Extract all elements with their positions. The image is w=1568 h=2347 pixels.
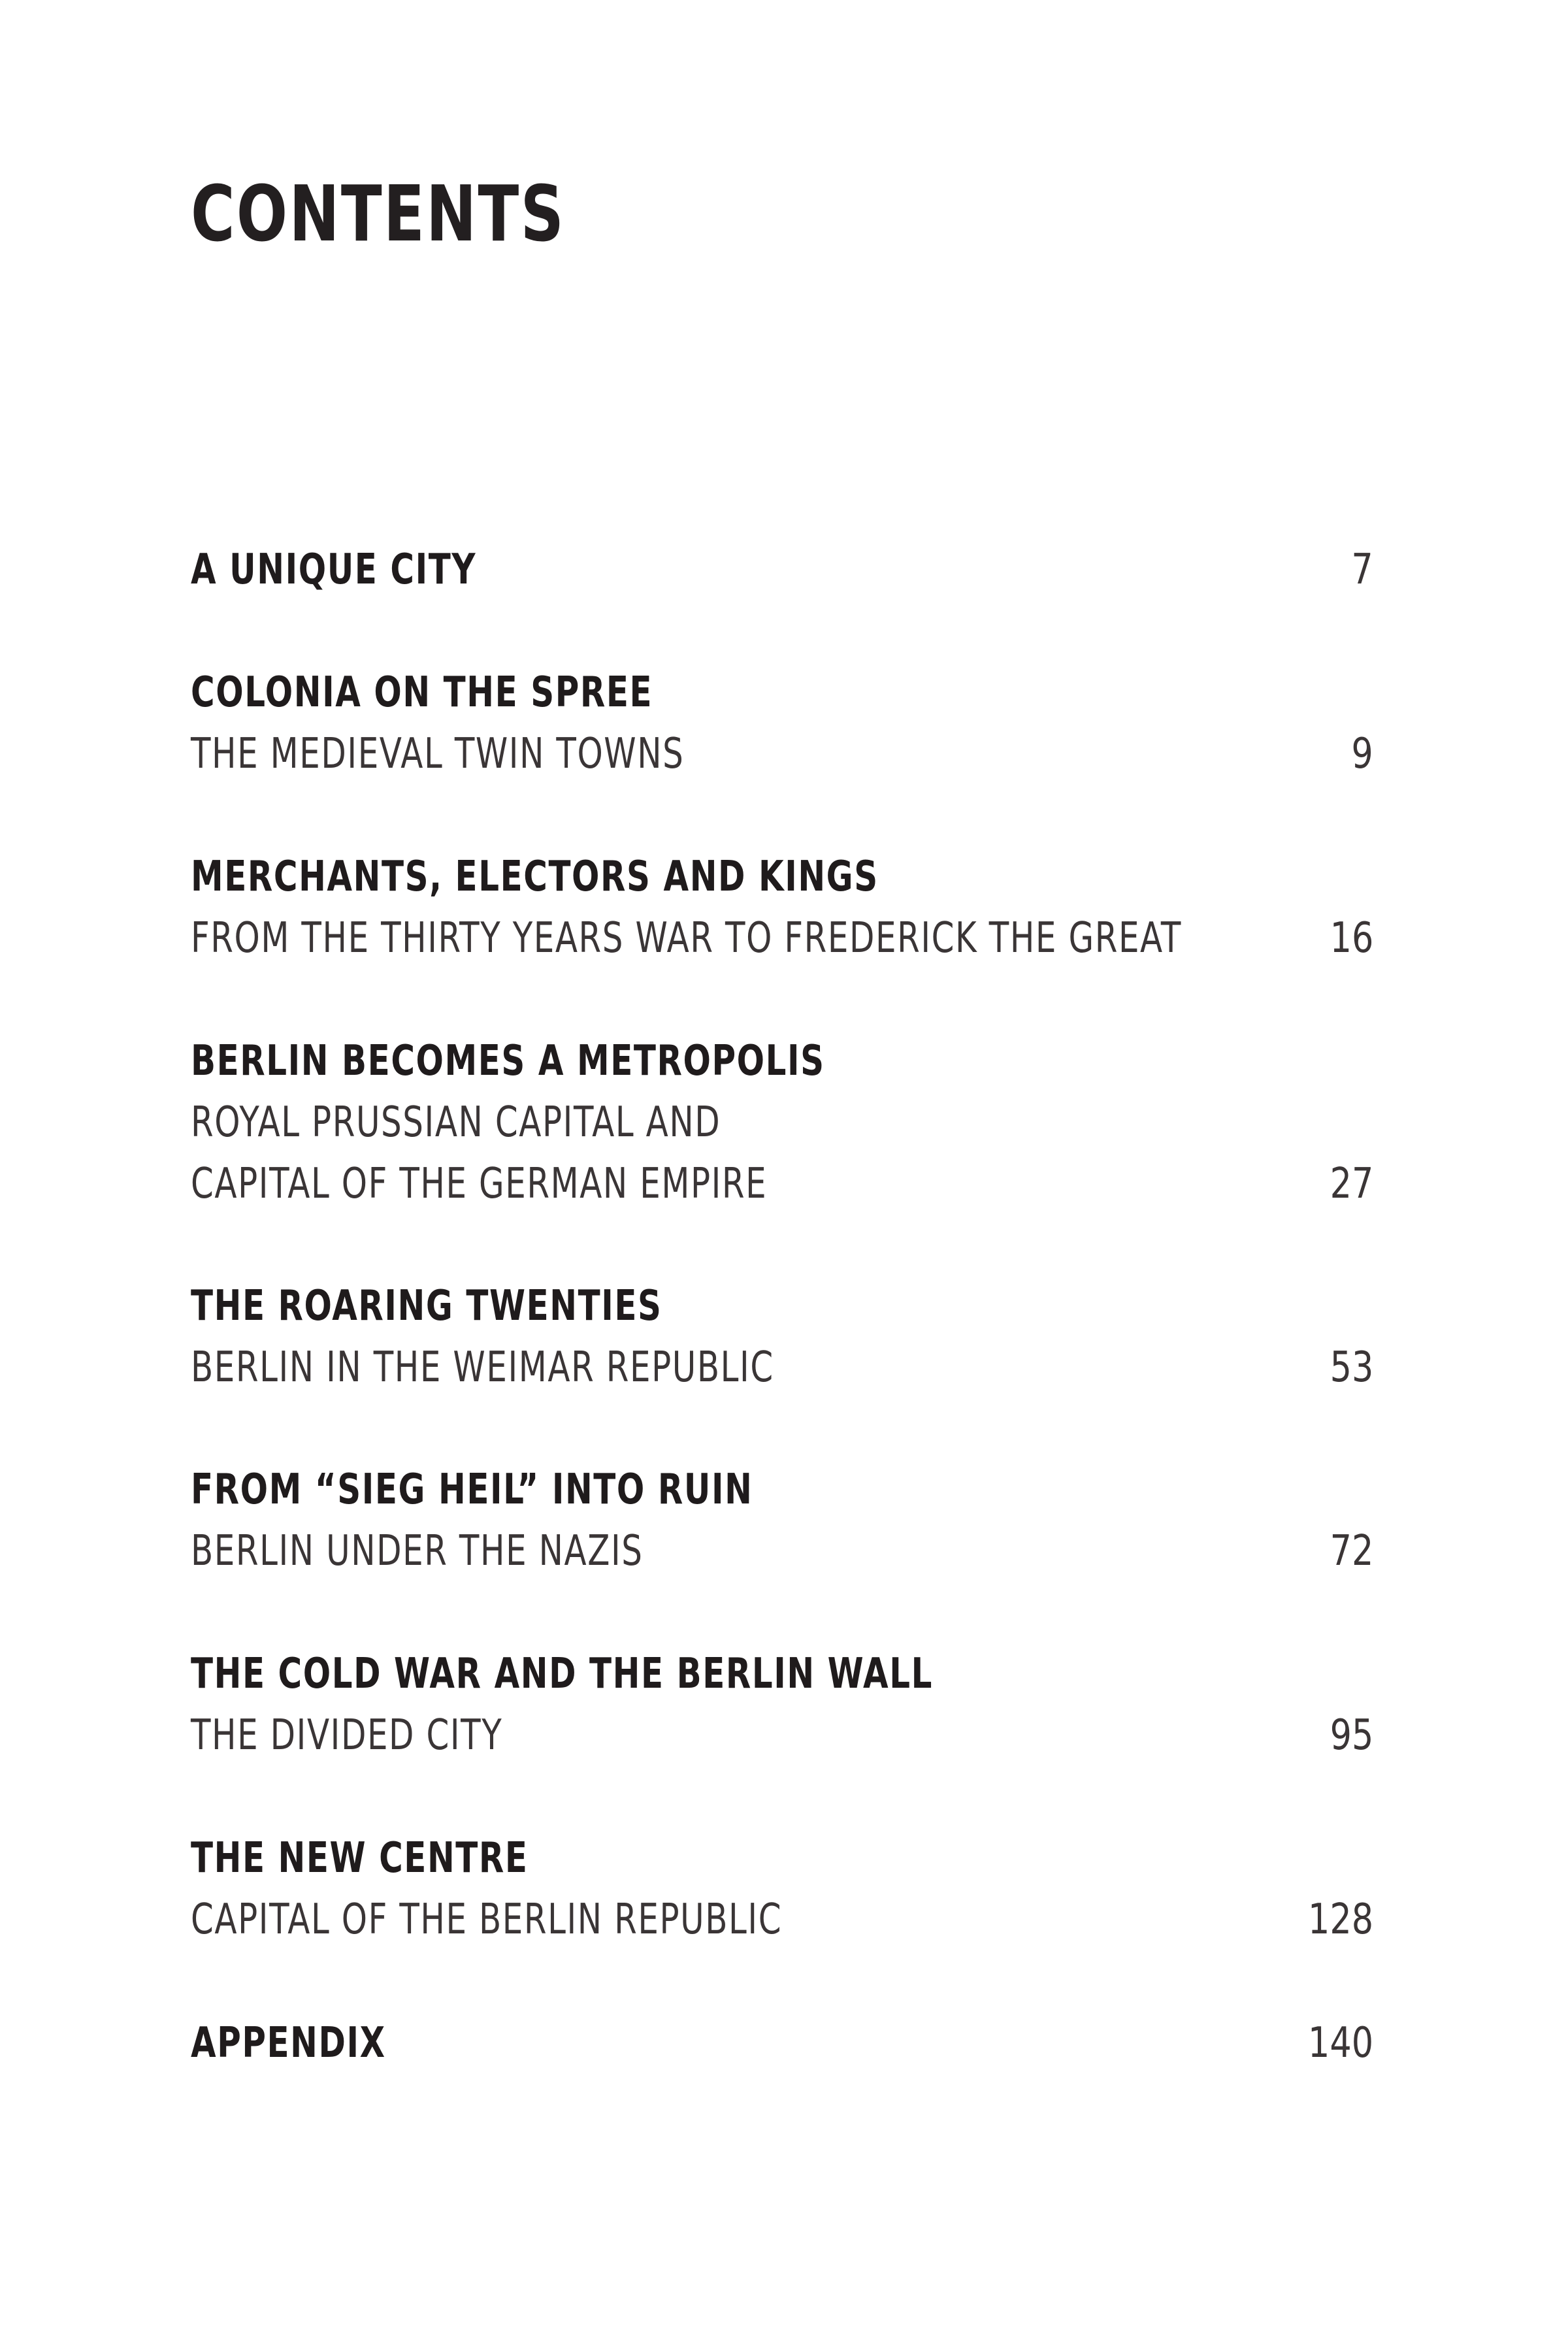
toc-entry[interactable] (191, 846, 1373, 969)
toc-heading: APPENDIX (191, 2019, 386, 2067)
toc-subtitle: FROM THE THIRTY YEARS WAR TO FREDERICK THE GREAT (191, 914, 1182, 962)
toc-heading: THE ROARING TWENTIES (191, 1282, 662, 1330)
toc-heading: THE COLD WAR AND THE BERLIN WALL (191, 1650, 933, 1698)
toc-heading: A UNIQUE CITY (191, 546, 477, 594)
page-title: CONTENTS (191, 169, 566, 259)
toc-subtitle: BERLIN UNDER THE NAZIS (191, 1527, 644, 1575)
toc-entry[interactable] (191, 1828, 1373, 1950)
toc-subtitle: CAPITAL OF THE GERMAN EMPIRE (191, 1160, 768, 1208)
toc-entry[interactable] (191, 662, 1373, 785)
toc-subtitle: CAPITAL OF THE BERLIN REPUBLIC (191, 1896, 783, 1944)
toc-subtitle: BERLIN IN THE WEIMAR REPUBLIC (191, 1343, 774, 1392)
toc-entry[interactable] (191, 539, 1373, 600)
toc-subtitle: THE DIVIDED CITY (191, 1711, 503, 1760)
toc-page-number: 9 (1351, 730, 1373, 778)
toc-heading: BERLIN BECOMES A METROPOLIS (191, 1037, 825, 1085)
toc-subtitle: ROYAL PRUSSIAN CAPITAL AND (191, 1098, 721, 1147)
toc-heading: FROM “SIEG HEIL” INTO RUIN (191, 1466, 753, 1514)
toc-page-number: 140 (1307, 2019, 1373, 2067)
toc-heading: COLONIA ON THE SPREE (191, 668, 653, 717)
toc-page-number: 7 (1351, 546, 1373, 594)
toc-subtitle: THE MEDIEVAL TWIN TOWNS (191, 730, 685, 778)
toc-page-number: 27 (1330, 1160, 1373, 1208)
toc-page-number: 16 (1330, 914, 1373, 962)
toc-entry[interactable] (191, 1030, 1373, 1215)
toc-entry[interactable] (191, 1275, 1373, 1398)
toc-heading: THE NEW CENTRE (191, 1834, 529, 1882)
toc-page-number: 72 (1330, 1527, 1373, 1575)
toc-page-number: 128 (1307, 1896, 1373, 1944)
toc-entry[interactable] (191, 1459, 1373, 1582)
toc-page-number: 95 (1330, 1711, 1373, 1760)
toc-page-number: 53 (1330, 1343, 1373, 1392)
toc-entry[interactable] (191, 1643, 1373, 1766)
toc-heading: MERCHANTS, ELECTORS AND KINGS (191, 853, 879, 901)
toc-entry[interactable] (191, 2012, 1373, 2074)
